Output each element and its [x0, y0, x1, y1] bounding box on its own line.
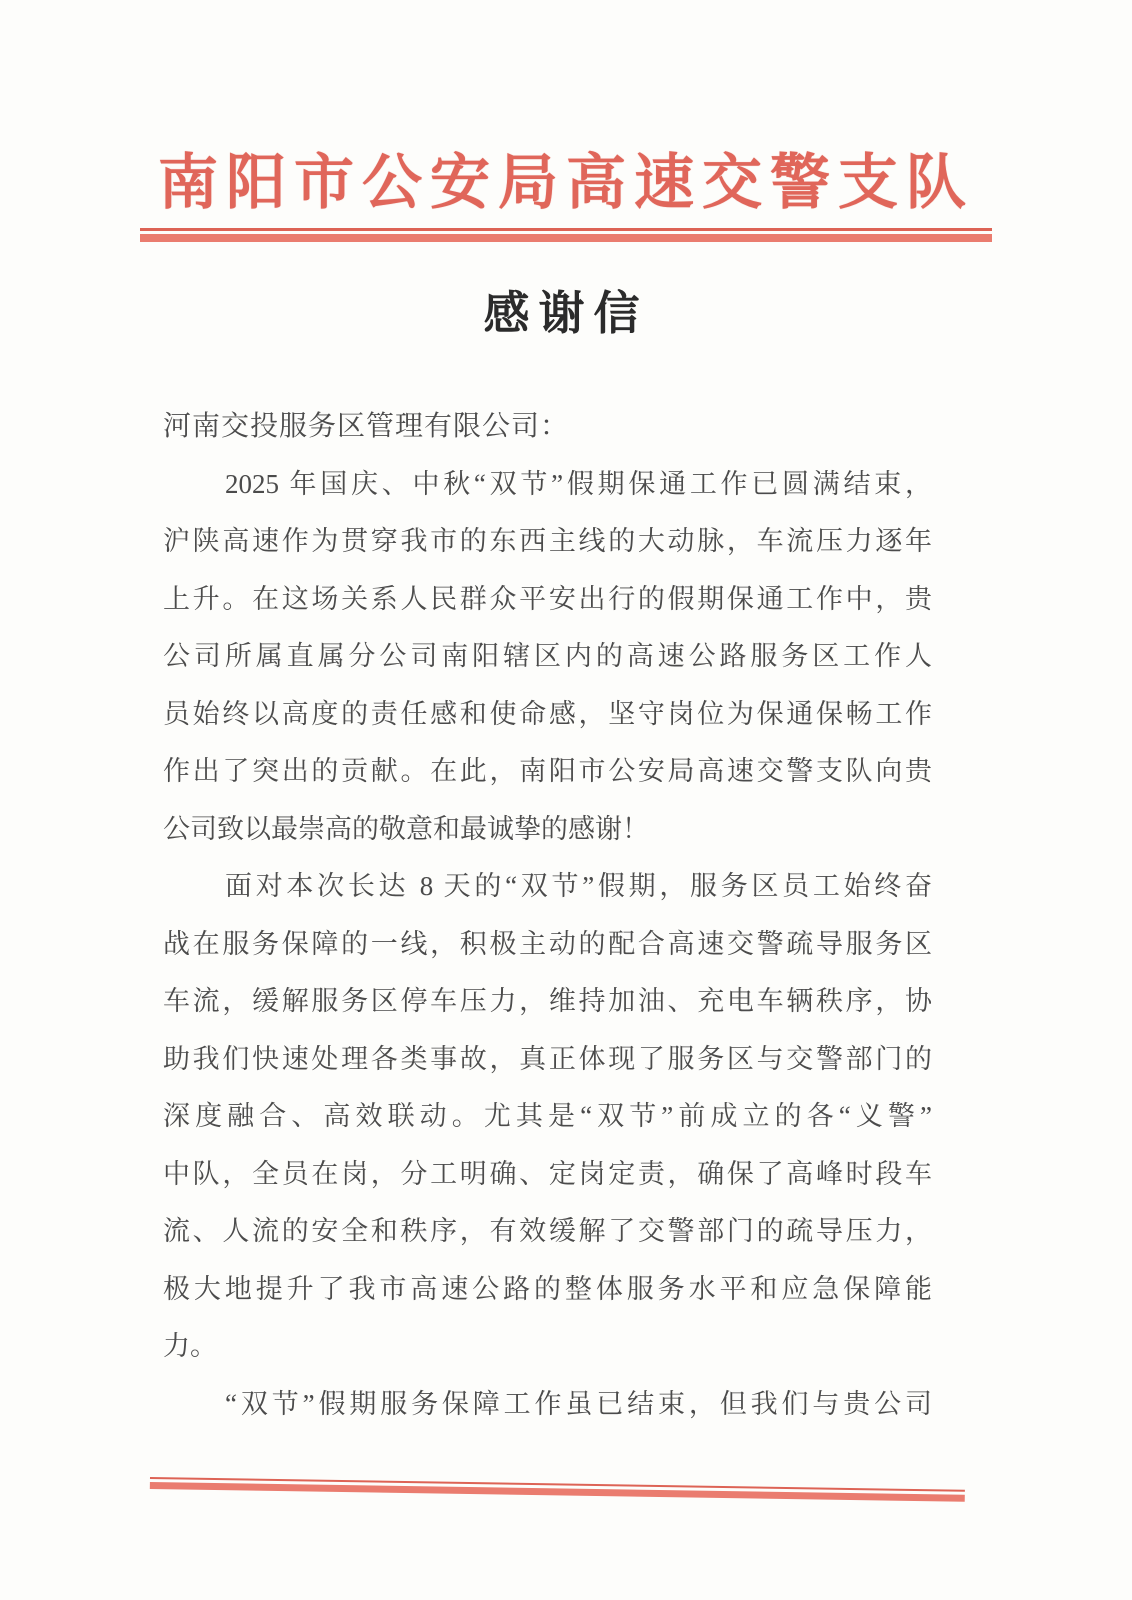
body-line: 战在服务保障的一线，积极主动的配合高速交警疏导服务区 [163, 928, 932, 959]
body-line: 流、人流的安全和秩序，有效缓解了交警部门的疏导压力， [163, 1216, 932, 1246]
body-line: 作出了突出的贡献。在此，南阳市公安局高速交警支队向贵 [163, 756, 932, 786]
letter-title: 感谢信 [483, 288, 649, 339]
letter-body [163, 398, 932, 1433]
body-line: 车流，缓解服务区停车压力，维持加油、充电车辆秩序，协 [163, 986, 932, 1016]
salutation: 河南交投服务区管理有限公司： [163, 411, 570, 442]
body-line: 深度融合、高效联动。尤其是“双节”前成立的各“义警” [163, 1101, 932, 1131]
letterhead-rule-thick [140, 234, 992, 242]
body-line: 助我们快速处理各类事故，真正体现了服务区与交警部门的 [163, 1043, 932, 1074]
letterhead-title: 南阳市公安局高速交警支队 [158, 150, 974, 216]
body-line: 公司致以最崇高的敬意和最诚挚的感谢！ [163, 813, 649, 844]
body-line: 员始终以高度的责任感和使命感，坚守岗位为保通保畅工作 [163, 698, 932, 729]
body-line: “双节”假期服务保障工作虽已结束，但我们与贵公司 [225, 1388, 932, 1419]
body-line: 沪陕高速作为贯穿我市的东西主线的大动脉，车流压力逐年 [163, 526, 932, 556]
letterhead-rule-thin [140, 228, 992, 231]
body-line: 上升。在这场关系人民群众平安出行的假期保通工作中，贵 [163, 583, 932, 614]
footer-double-rule [150, 1477, 965, 1502]
body-line: 力。 [163, 1331, 217, 1361]
body-line: 中队，全员在岗，分工明确、定岗定责，确保了高峰时段车 [163, 1158, 932, 1189]
body-line: 极大地提升了我市高速公路的整体服务水平和应急保障能 [163, 1273, 932, 1304]
letterhead-double-rule [140, 228, 992, 242]
body-line: 2025 年国庆、中秋“双节”假期保通工作已圆满结束， [225, 468, 932, 499]
body-line: 公司所属直属分公司南阳辖区内的高速公路服务区工作人 [163, 641, 932, 671]
body-line: 面对本次长达 8 天的“双节”假期，服务区员工始终奋 [225, 871, 932, 901]
